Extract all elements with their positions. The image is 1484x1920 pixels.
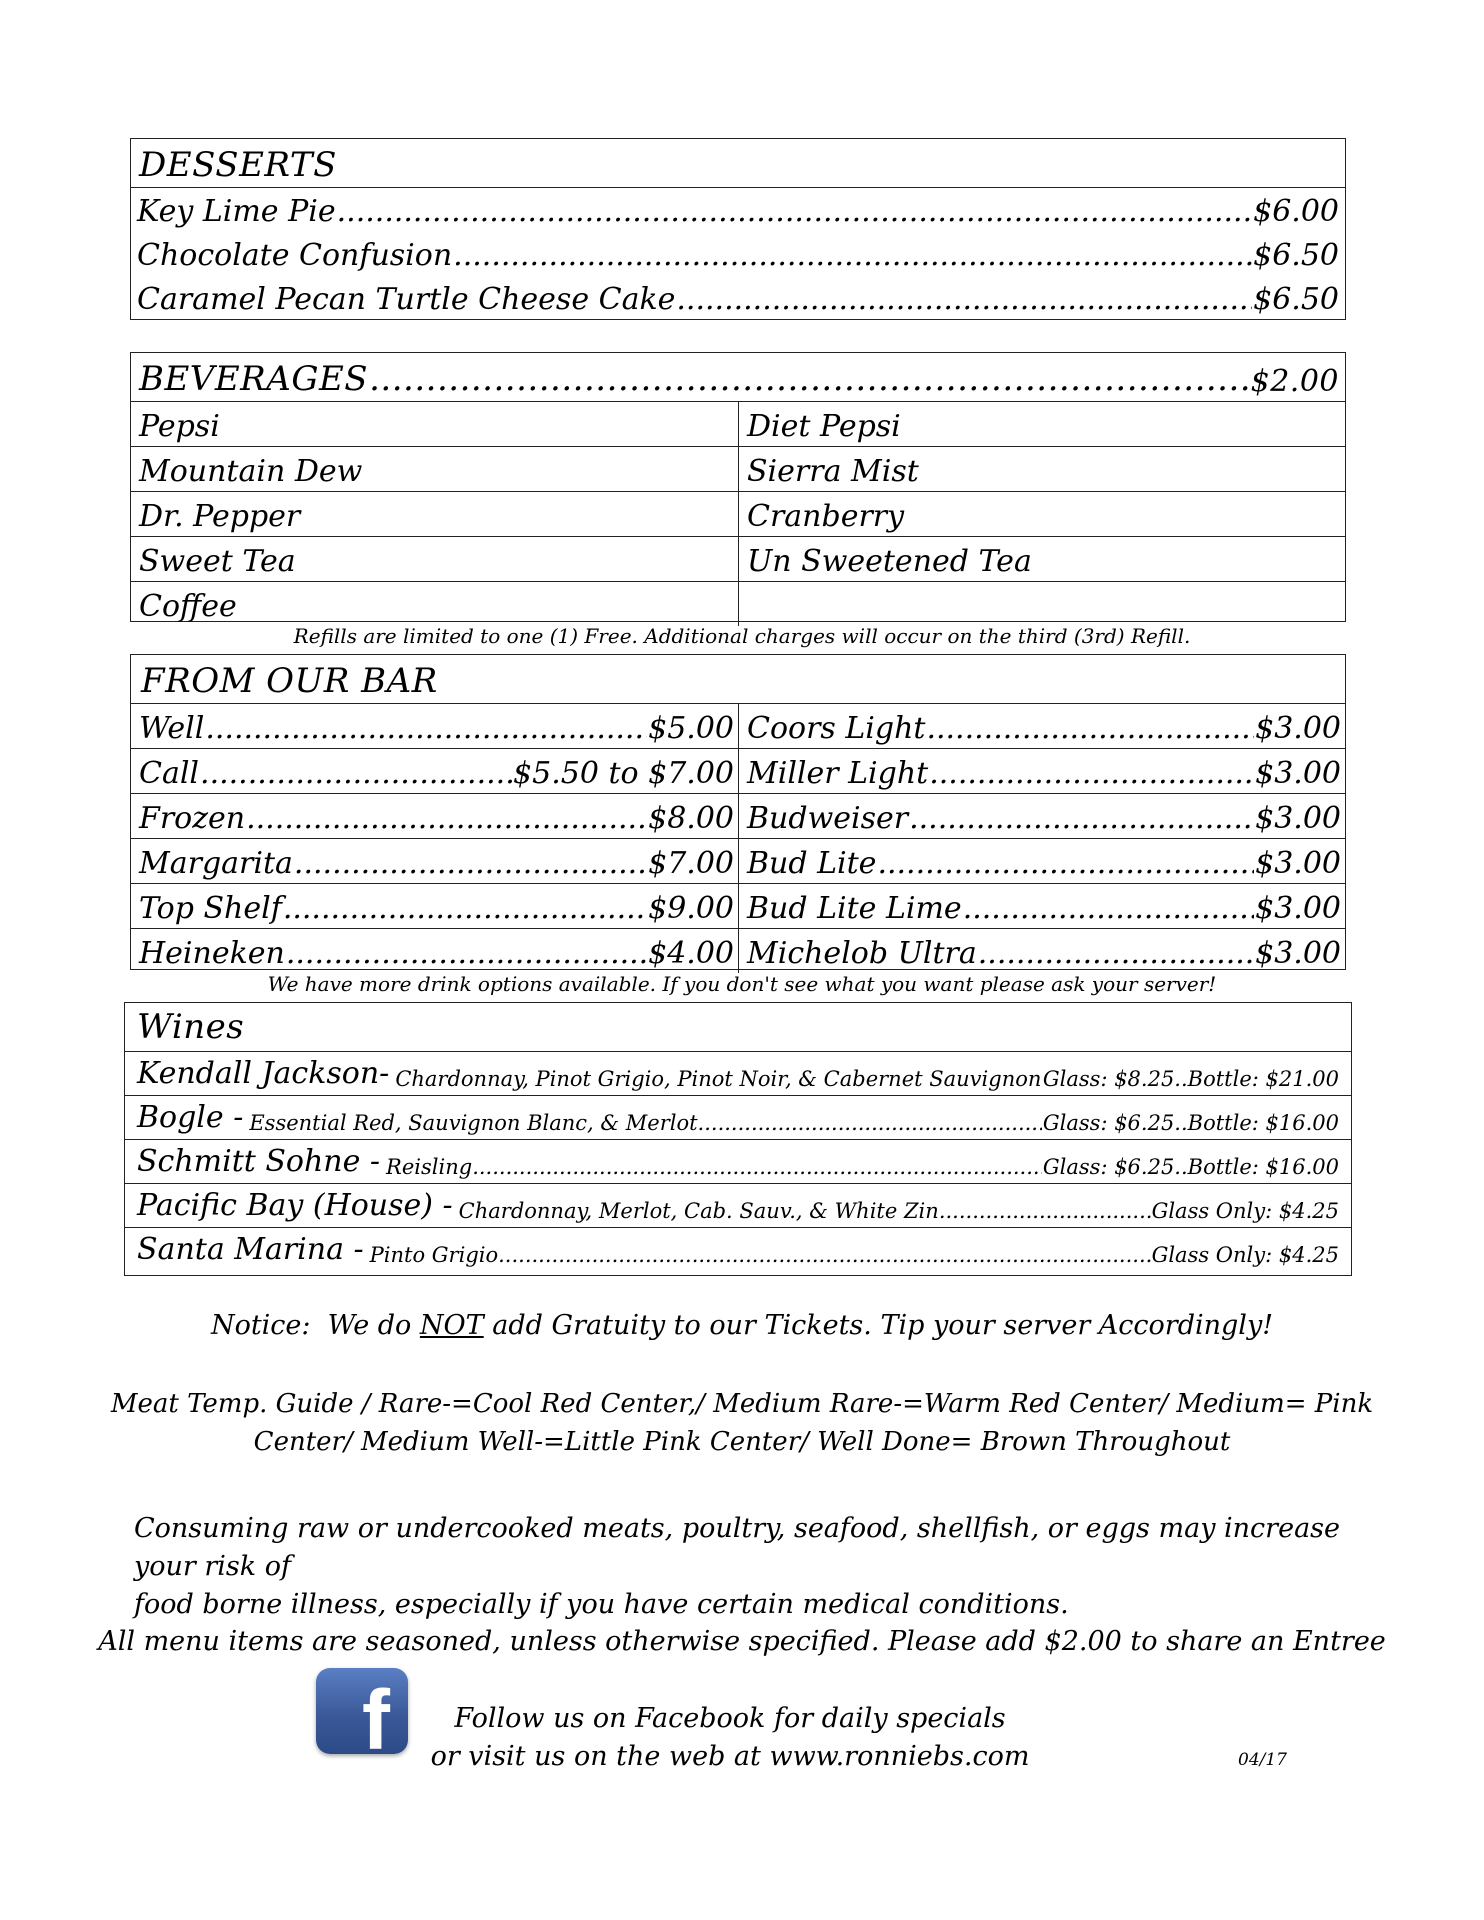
beverages-title-row bbox=[131, 353, 1345, 401]
bar-item: Miller Light ..... $3.00 bbox=[739, 749, 1345, 793]
revision-date: 04/17 bbox=[1238, 1750, 1287, 1770]
beverage-item: Diet Pepsi bbox=[747, 409, 901, 444]
facebook-icon[interactable] bbox=[316, 1668, 408, 1767]
beverages-title: BEVERAGES bbox=[139, 359, 369, 399]
footer-text bbox=[420, 1700, 1040, 1776]
bar-item: Heineken ..... $4.00 bbox=[131, 929, 739, 973]
bar-item: Budweiser ..... $3.00 bbox=[739, 794, 1345, 838]
beverage-item: Sierra Mist bbox=[747, 454, 919, 489]
wines-section bbox=[124, 1002, 1352, 1276]
wines-title: Wines bbox=[137, 1007, 245, 1047]
beverage-item: Sweet Tea bbox=[131, 537, 739, 581]
dessert-price: $6.00 bbox=[1253, 194, 1339, 229]
bar-item: Michelob Ultra ..... $3.00 bbox=[739, 929, 1345, 973]
wine-item: Kendall Jackson- Chardonnay, Pinot Grigio, Pinot Noir, & Cabernet Sauvignon ..... Glass: $8.25..Bottle: $21.00 bbox=[125, 1051, 1351, 1095]
bar-row bbox=[131, 883, 1345, 928]
bar-item: Frozen ..... $8.00 bbox=[131, 794, 739, 838]
wine-item: Schmitt Sohne - Reisling ..... Glass: $6.25..Bottle: $16.00 bbox=[125, 1139, 1351, 1183]
facebook-follow-line: Follow us on Facebook for daily specials bbox=[454, 1703, 1006, 1734]
beverage-item: Coffee bbox=[131, 582, 739, 626]
beverage-item bbox=[739, 582, 1345, 626]
bar-title-row bbox=[131, 655, 1345, 703]
beverage-row bbox=[131, 491, 1345, 536]
consumer-warning-line: food borne illness, especially if you have certain medical conditions. bbox=[134, 1589, 1069, 1620]
bar-row bbox=[131, 793, 1345, 838]
facebook-glyph: f bbox=[362, 1673, 390, 1767]
beverages-price: $2.00 bbox=[1250, 364, 1339, 399]
beverage-item: Cranberry bbox=[747, 499, 905, 534]
bar-title: FROM OUR BAR bbox=[141, 661, 438, 701]
wine-item: Bogle - Essential Red, Sauvignon Blanc, & Merlot ..... Glass: $6.25..Bottle: $16.00 bbox=[125, 1095, 1351, 1139]
bar-row bbox=[131, 928, 1345, 973]
wines-title-row bbox=[125, 1003, 1351, 1051]
wine-item: Pacific Bay (House) - Chardonnay, Merlot, Cab. Sauv., & White Zin ..... Glass Only: $4.25 bbox=[125, 1183, 1351, 1227]
beverages-section bbox=[130, 352, 1346, 622]
bar-row bbox=[131, 838, 1345, 883]
beverage-row bbox=[131, 401, 1345, 446]
meat-temp-line: Center/ Medium Well-=Little Pink Center/ Well Done= Brown Throughout bbox=[253, 1427, 1231, 1457]
bar-section bbox=[130, 654, 1346, 970]
bar-item: Bud Lite Lime ..... $3.00 bbox=[739, 884, 1345, 928]
beverage-row bbox=[131, 446, 1345, 491]
beverage-row bbox=[131, 581, 1345, 626]
beverage-item: Un Sweetened Tea bbox=[747, 544, 1032, 579]
beverage-row bbox=[131, 536, 1345, 581]
dessert-name: Caramel Pecan Turtle Cheese Cake bbox=[137, 282, 676, 317]
bar-item: Top Shelf ..... $9.00 bbox=[131, 884, 739, 928]
bar-item: Call ..... $5.50 to $7.00 bbox=[131, 749, 739, 793]
meat-temp-line: Meat Temp. Guide / Rare-=Cool Red Center,/ Medium Rare-=Warm Red Center/ Medium= Pink bbox=[110, 1389, 1374, 1419]
desserts-section bbox=[130, 138, 1346, 320]
website-line[interactable]: or visit us on the web at www.ronniebs.com bbox=[430, 1741, 1030, 1772]
bar-item: Bud Lite ..... $3.00 bbox=[739, 839, 1345, 883]
dessert-name: Chocolate Confusion bbox=[137, 238, 453, 273]
bar-item: Margarita ..... $7.00 bbox=[131, 839, 739, 883]
consumer-warning bbox=[134, 1510, 1364, 1624]
dessert-item bbox=[131, 187, 1345, 231]
gratuity-notice: Notice: We do NOT add Gratuity to our Tickets. Tip your server Accordingly! bbox=[210, 1310, 1274, 1341]
seasoning-note: All menu items are seasoned, unless otherwise specified. Please add $2.00 to share an Entree bbox=[98, 1626, 1386, 1657]
dessert-price: $6.50 bbox=[1253, 282, 1339, 317]
dessert-name: Key Lime Pie bbox=[137, 194, 336, 229]
dessert-item bbox=[131, 231, 1345, 275]
meat-temp-guide bbox=[0, 1385, 1484, 1461]
beverage-item: Pepsi bbox=[131, 402, 739, 446]
desserts-title: DESSERTS bbox=[139, 145, 337, 185]
bar-item: Well ..... $5.00 bbox=[131, 704, 739, 748]
bar-item: Coors Light ..... $3.00 bbox=[739, 704, 1345, 748]
beverage-item: Mountain Dew bbox=[131, 447, 739, 491]
beverage-item: Dr. Pepper bbox=[131, 492, 739, 536]
wine-item: Santa Marina - Pinto Grigio ..... Glass Only: $4.25 bbox=[125, 1227, 1351, 1271]
dessert-item bbox=[131, 275, 1345, 319]
bar-row bbox=[131, 703, 1345, 748]
refill-note: Refills are limited to one (1) Free. Additional charges will occur on the third (3rd) Refill. bbox=[293, 624, 1191, 648]
dessert-price: $6.50 bbox=[1253, 238, 1339, 273]
bar-row bbox=[131, 748, 1345, 793]
drink-options-note: We have more drink options available. If you don't see what you want please ask your server! bbox=[267, 972, 1217, 996]
desserts-title-row bbox=[131, 139, 1345, 187]
consumer-warning-line: Consuming raw or undercooked meats, poultry, seafood, shellfish, or eggs may increase your risk of bbox=[134, 1513, 1340, 1582]
gratuity-notice-emphasis: NOT bbox=[419, 1310, 484, 1341]
